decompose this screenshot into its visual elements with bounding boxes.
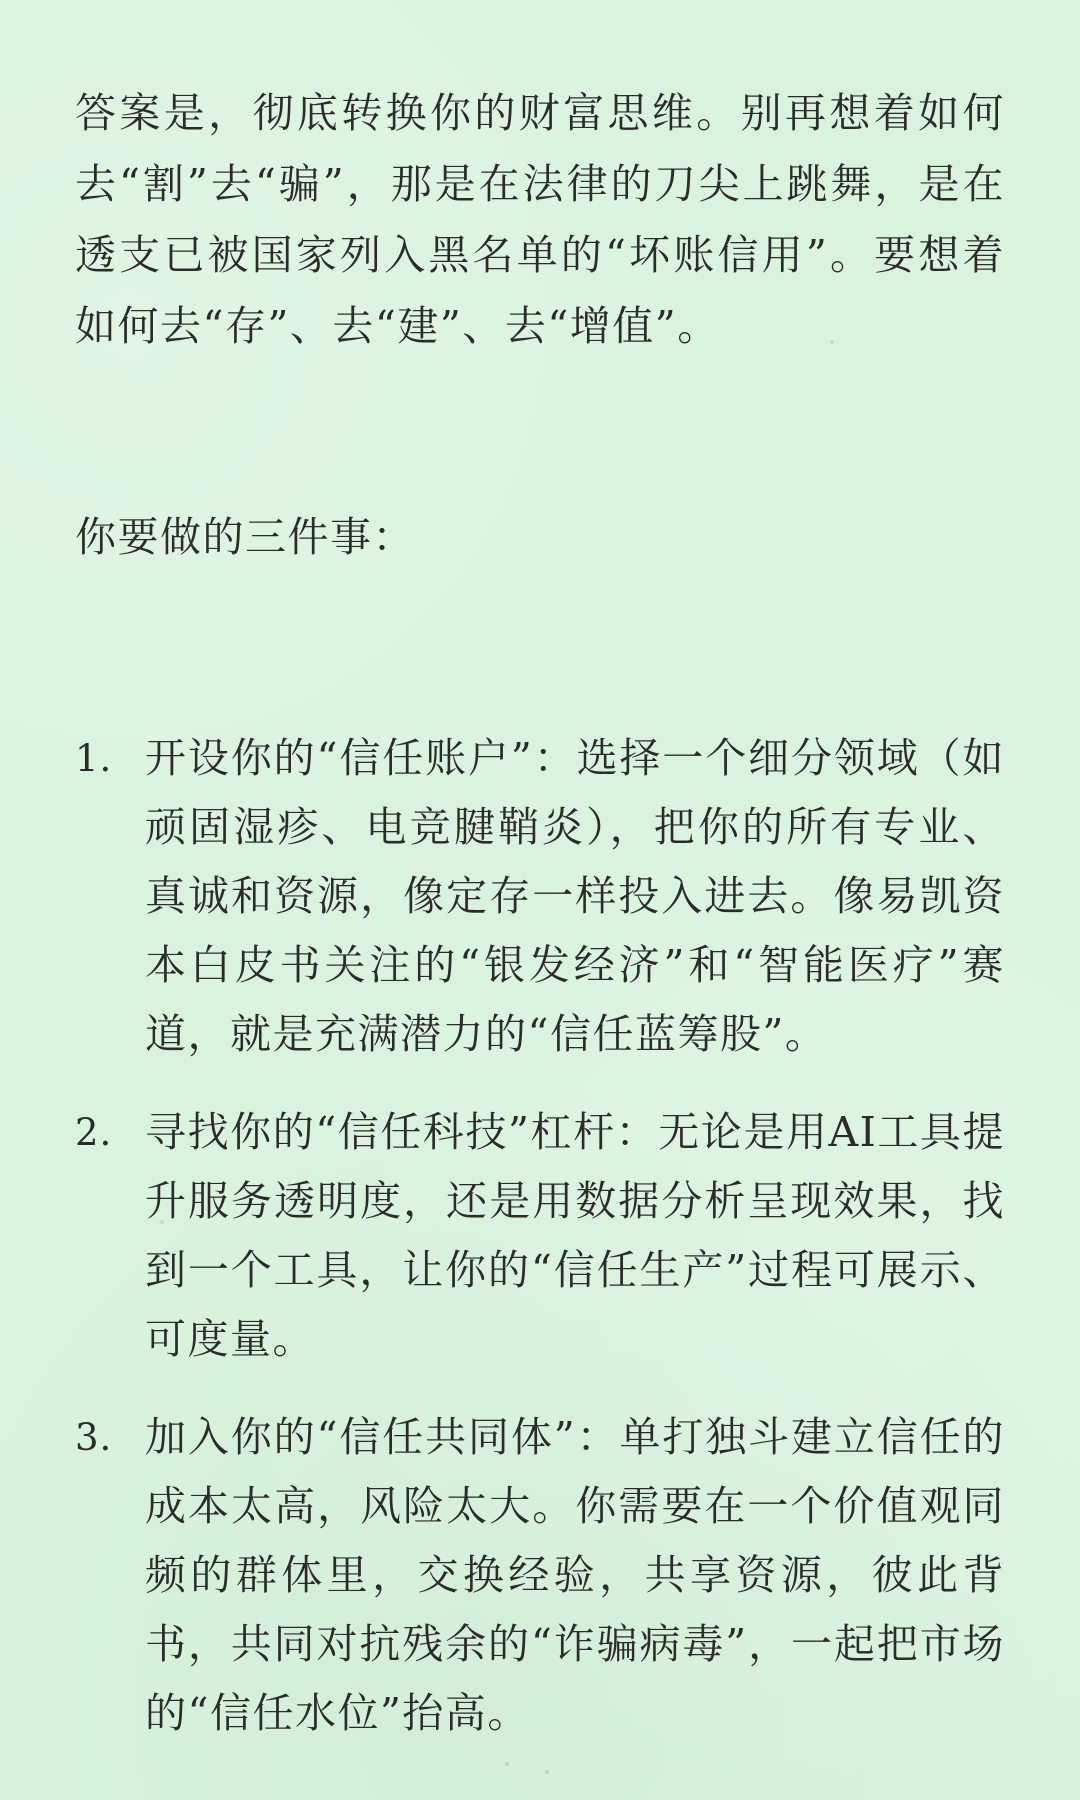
- article-body: [75, 78, 1005, 1777]
- paper-texture-speck: [545, 1770, 549, 1774]
- list-item: [75, 1098, 1005, 1374]
- steps-list: [75, 724, 1005, 1748]
- list-item-number: 1.: [75, 737, 113, 780]
- list-item-text: 加入你的“信任共同体”：单打独斗建立信任的成本太高，风险太大。你需要在一个价值观同频的群体里，交换经验，共享资源，彼此背书，共同对抗残余的“诈骗病毒”，一起把市场的“信任水位”抬高。: [145, 1413, 1005, 1737]
- list-item-text: 寻找你的“信任科技”杠杆：无论是用AI工具提升服务透明度，还是用数据分析呈现效果，找到一个工具，让你的“信任生产”过程可展示、可度量。: [145, 1108, 1005, 1363]
- paper-texture-speck: [160, 1220, 164, 1224]
- list-item-number: 3.: [75, 1416, 113, 1459]
- list-item-number: 2.: [75, 1111, 113, 1154]
- list-item: [75, 1403, 1005, 1748]
- list-item-text: 开设你的“信任账户”：选择一个细分领域（如顽固湿疹、电竞腱鞘炎），把你的所有专业、真诚和资源，像定存一样投入进去。像易凯资本白皮书关注的“银发经济”和“智能医疗”赛道，就是充满潜力的“信任蓝筹股”。: [145, 734, 1005, 1058]
- paper-texture-speck: [505, 1762, 509, 1766]
- list-item: [75, 724, 1005, 1069]
- section-heading: 你要做的三件事：: [75, 513, 415, 561]
- paper-texture-speck: [830, 340, 834, 344]
- intro-paragraph: 答案是，彻底转换你的财富思维。别再想着如何去“割”去“骗”，那是在法律的刀尖上跳舞，是在透支已被国家列入黑名单的“坏账信用”。要想着如何去“存”、去“建”、去“增值”。: [75, 89, 1005, 350]
